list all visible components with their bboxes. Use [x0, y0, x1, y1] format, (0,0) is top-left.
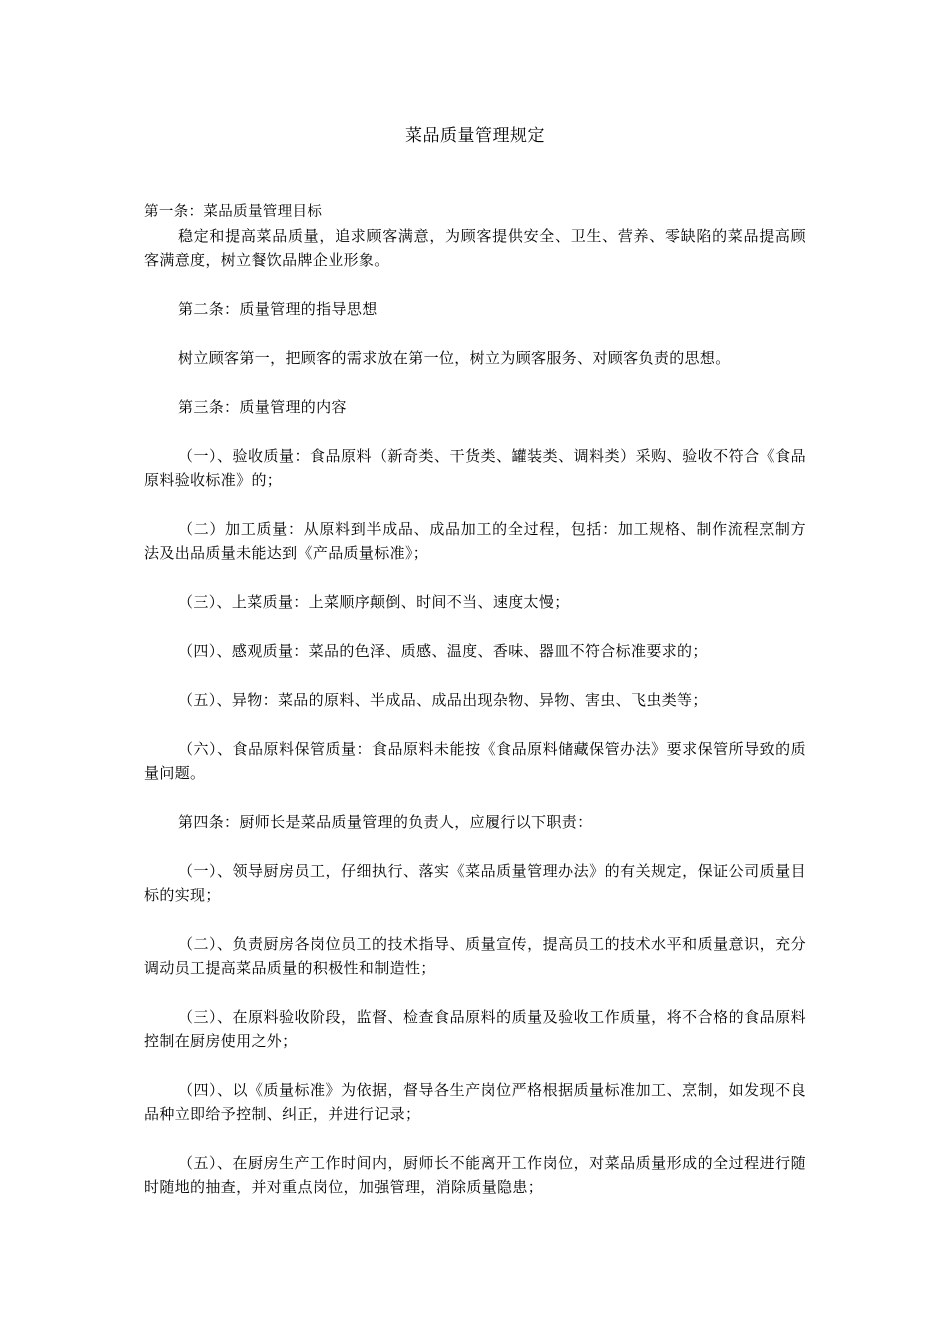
article-4-heading: 第四条：厨师长是菜品质量管理的负责人，应履行以下职责：: [178, 813, 593, 831]
article-1-heading: 第一条：菜品质量管理目标: [144, 204, 323, 220]
article-4-item-2: （二）、负责厨房各岗位员工的技术指导、质量宣传，提高员工的技术水平和质量意识，充分调动员工提高菜品质量的积极性和制造性；: [144, 935, 806, 977]
article-4-item-1: （一）、领导厨房员工，仔细执行、落实《菜品质量管理办法》的有关规定，保证公司质量目标的实现；: [144, 862, 806, 904]
article-4-item-5: （五）、在厨房生产工作时间内，厨师长不能离开工作岗位，对菜品质量形成的全过程进行随时随地的抽查，并对重点岗位，加强管理，消除质量隐患；: [144, 1154, 806, 1196]
article-3-item-1: （一）、验收质量：食品原料（新奇类、干货类、罐装类、调料类）采购、验收不符合《食品原料验收标准》的；: [144, 447, 806, 489]
document-title: 菜品质量管理规定: [405, 126, 545, 146]
article-2-heading: 第二条：质量管理的指导思想: [178, 300, 378, 318]
article-4-item-4: （四）、以《质量标准》为依据，督导各生产岗位严格根据质量标准加工、烹制，如发现不良品种立即给予控制、纠正，并进行记录；: [144, 1081, 806, 1123]
article-3-item-3: （三）、上菜质量：上菜顺序颠倒、时间不当、速度太慢；: [178, 593, 570, 611]
article-3-item-6: （六）、食品原料保管质量：食品原料未能按《食品原料储藏保管办法》要求保管所导致的质量问题。: [144, 740, 806, 782]
document-body: [144, 200, 806, 1199]
article-1-text: 稳定和提高菜品质量，追求顾客满意，为顾客提供安全、卫生、营养、零缺陷的菜品提高顾客满意度，树立餐饮品牌企业形象。: [144, 227, 806, 269]
article-3-item-5: （五）、异物：菜品的原料、半成品、成品出现杂物、异物、害虫、飞虫类等；: [178, 691, 708, 709]
article-3-heading: 第三条：质量管理的内容: [178, 398, 347, 416]
article-4-item-3: （三）、在原料验收阶段，监督、检查食品原料的质量及验收工作质量，将不合格的食品原料控制在厨房使用之外；: [144, 1008, 806, 1050]
article-2-text: 树立顾客第一，把顾客的需求放在第一位，树立为顾客服务、对顾客负责的思想。: [178, 349, 731, 367]
article-3-item-4: （四）、感观质量：菜品的色泽、质感、温度、香味、器皿不符合标准要求的；: [178, 642, 708, 660]
article-3-item-2: （二）加工质量：从原料到半成品、成品加工的全过程，包括：加工规格、制作流程烹制方法及出品质量未能达到《产品质量标准》；: [144, 520, 806, 562]
